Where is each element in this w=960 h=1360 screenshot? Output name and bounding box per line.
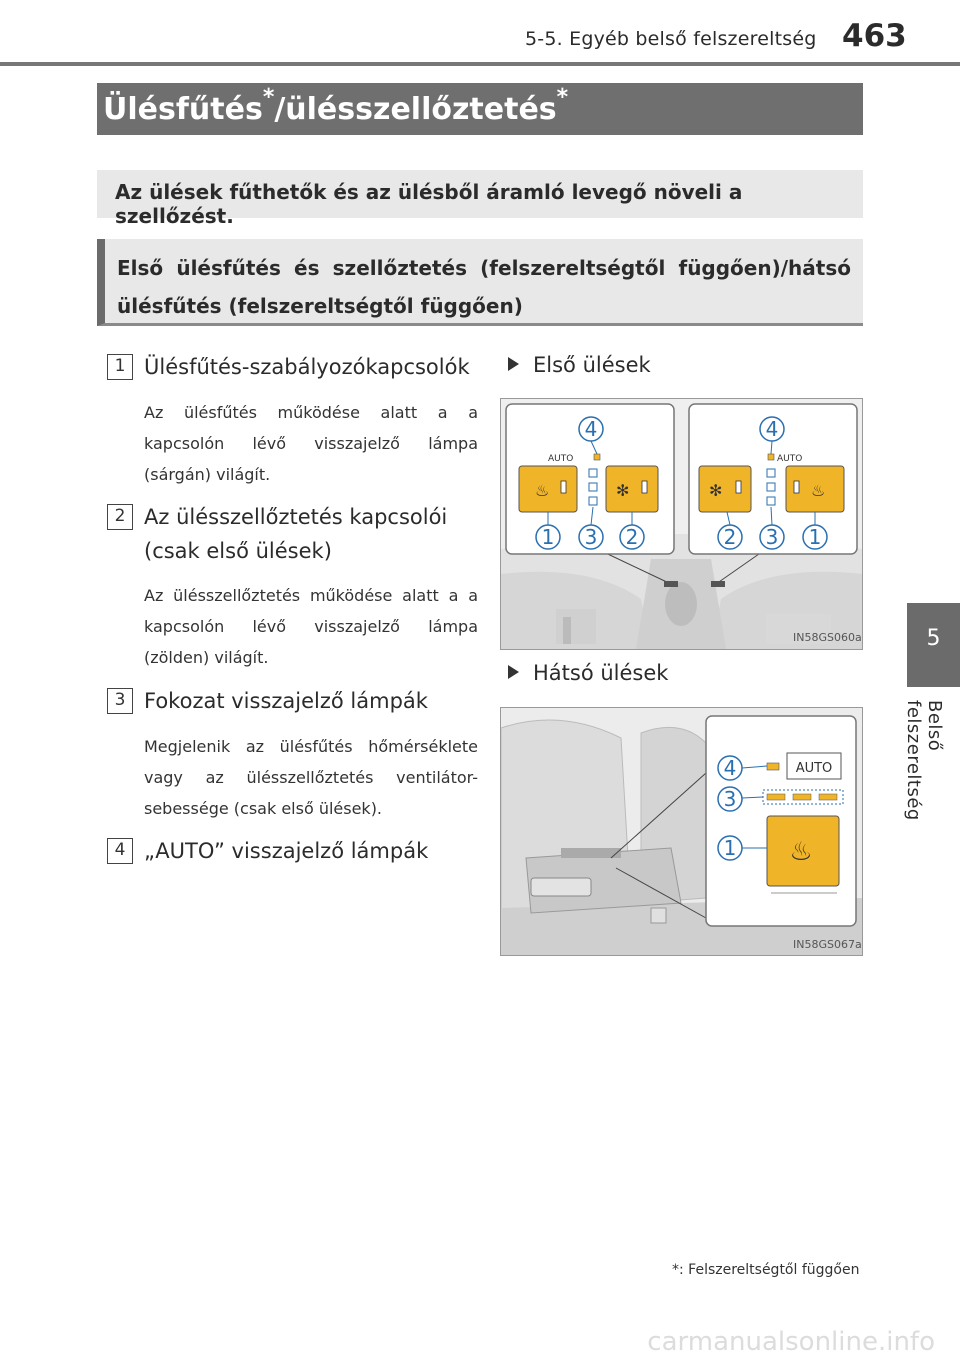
intro-text: Az ülések fűthetők és az ülésből áramló levegő növeli a szellőzést. bbox=[97, 170, 863, 218]
asterisk-mark: * bbox=[672, 1262, 679, 1278]
page-heading bbox=[97, 83, 863, 135]
section-title: 5-5. Egyéb belső felszereltség bbox=[525, 28, 817, 50]
watermark bbox=[0, 1325, 960, 1360]
callout-3: 3 bbox=[584, 525, 598, 549]
callout-1: 1 bbox=[808, 525, 822, 549]
asterisk-mark: * bbox=[262, 85, 275, 110]
chapter-label: Belső felszereltség bbox=[903, 700, 945, 821]
callout-4: 4 bbox=[765, 417, 779, 441]
item-description: Megjelenik az ülésfűtés hőmérséklete vagy az ülésszellőztetés ventilátor-sebessége (csak első ülések). bbox=[144, 737, 478, 818]
front-console-illustration bbox=[501, 399, 862, 649]
page-number: 463 bbox=[842, 18, 907, 54]
triangle-bullet-icon bbox=[508, 665, 519, 679]
callout-2: 2 bbox=[723, 525, 737, 549]
callout-2: 2 bbox=[625, 525, 639, 549]
figure-code: IN58GS060a bbox=[793, 631, 862, 644]
item-heading: Ülésfűtés-szabályozókapcsolók bbox=[144, 355, 470, 379]
seat-fan-icon: ✻ bbox=[616, 481, 630, 500]
callout-1: 1 bbox=[723, 836, 737, 860]
item-heading: Fokozat visszajelző lámpák bbox=[144, 689, 428, 713]
item-number: 3 bbox=[107, 688, 133, 714]
triangle-bullet-icon bbox=[508, 357, 519, 371]
seat-heater-icon: ♨ bbox=[535, 481, 550, 500]
auto-label: AUTO bbox=[795, 761, 833, 776]
seat-fan-icon: ✻ bbox=[709, 481, 723, 500]
item-number: 2 bbox=[107, 504, 133, 530]
svg-text:carmanualsonline.info: carmanualsonline.info bbox=[647, 1327, 935, 1357]
callout-3: 3 bbox=[765, 525, 779, 549]
footnote-text: : Felszereltségtől függően bbox=[679, 1262, 860, 1278]
caption-text: Hátsó ülések bbox=[533, 661, 669, 685]
rear-armrest-illustration bbox=[501, 708, 862, 955]
seat-heater-icon: ♨ bbox=[811, 481, 826, 500]
auto-label: AUTO bbox=[777, 454, 803, 464]
callout-4: 4 bbox=[723, 756, 737, 780]
item-number: 1 bbox=[107, 354, 133, 380]
callout-3: 3 bbox=[723, 787, 737, 811]
item-heading: Az ülésszellőztetés kapcsolói (csak első ülések) bbox=[144, 505, 448, 563]
chapter-number: 5 bbox=[926, 626, 941, 651]
item-number: 4 bbox=[107, 838, 133, 864]
asterisk-mark: * bbox=[556, 85, 569, 110]
subsection-heading: Első ülésfűtés és szellőztetés (felszereltségtől függően)/hátsó ülésfűtés (felszereltségtől függően) bbox=[97, 239, 863, 326]
caption-text: Első ülések bbox=[533, 353, 651, 377]
auto-label: AUTO bbox=[548, 454, 574, 464]
callout-1: 1 bbox=[541, 525, 555, 549]
item-heading: „AUTO” visszajelző lámpák bbox=[144, 839, 429, 863]
front-seats-figure bbox=[500, 398, 863, 650]
heading-part-1: Ülésfűtés bbox=[103, 92, 263, 127]
figure-caption-rear bbox=[508, 661, 668, 685]
seat-heater-icon: ♨ bbox=[789, 837, 813, 867]
figure-caption-front bbox=[508, 353, 651, 377]
figure-code: IN58GS067a bbox=[793, 938, 862, 951]
item-description: Az ülésszellőztetés működése alatt a a kapcsolón lévő visszajelző lámpa (zölden) világít. bbox=[144, 586, 478, 667]
item-description: Az ülésfűtés működése alatt a a kapcsolón lévő visszajelző lámpa (sárgán) világít. bbox=[144, 403, 478, 484]
rear-seats-figure bbox=[500, 707, 863, 956]
callout-4: 4 bbox=[584, 417, 598, 441]
header-rule bbox=[0, 62, 960, 66]
heading-part-2: /ülésszellőztetés bbox=[274, 92, 557, 127]
footnote bbox=[672, 1262, 859, 1278]
